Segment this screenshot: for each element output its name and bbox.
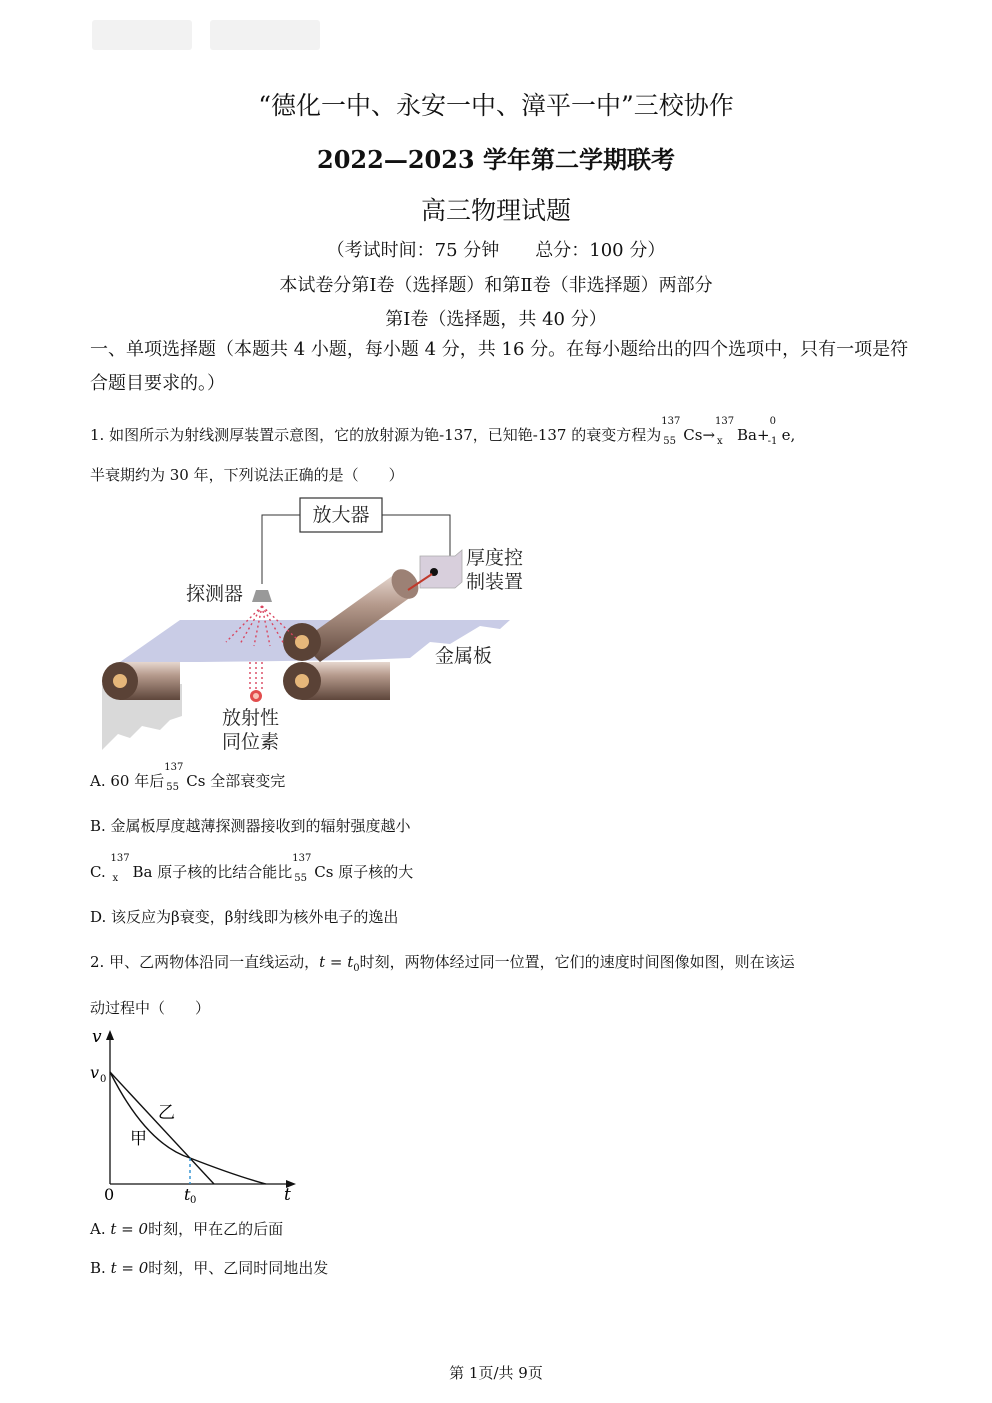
origin-label: 0	[104, 1185, 115, 1204]
detector-icon	[252, 590, 272, 602]
q2-equals: =	[325, 953, 348, 971]
option-c-cs-symbol: Cs	[314, 863, 334, 881]
left-roller-axle	[113, 674, 127, 688]
v0-label: v	[90, 1063, 100, 1082]
e-mass-number: 0	[769, 416, 776, 427]
q2-option-a	[90, 1218, 283, 1239]
lower-roller-axle	[295, 674, 309, 688]
cs-mass-number: 137	[661, 416, 681, 427]
option-a-mass: 137	[164, 762, 184, 773]
q2-option-a-suffix: 时刻，甲在乙的后面	[148, 1220, 284, 1238]
q2-t-symbol: t	[319, 953, 326, 971]
q2-t0-subscript: 0	[353, 963, 360, 974]
q2-stem-suffix: 时刻，两物体经过同一位置，它们的速度时间图像如图，则在该运	[359, 953, 795, 971]
curve-jia-label: 甲	[130, 1129, 147, 1149]
curve-jia-line	[110, 1072, 266, 1184]
q1-option-a	[90, 762, 286, 793]
nuclide-cs	[661, 416, 703, 447]
arrow: →	[702, 426, 716, 444]
v0-subscript: 0	[100, 1074, 107, 1085]
curve-yi-line	[110, 1072, 214, 1184]
option-c-nuclide-cs	[292, 853, 334, 884]
exam-title-line3: 高三物理试题	[420, 196, 571, 225]
exam-title-line2: 2022—2023 学年第二学期联考	[317, 145, 675, 174]
q2-stem-line1	[90, 951, 910, 974]
comma: ,	[790, 426, 796, 444]
q1-stem-text: 1. 如图所示为射线测厚装置示意图，它的放射源为铯-137，已知铯-137 的衰变方程为	[90, 426, 662, 444]
q2-option-b-eq: t = 0	[110, 1259, 149, 1277]
v-axis-arrow	[106, 1030, 114, 1040]
radiation-rays-lower	[250, 662, 262, 690]
q2-option-b	[90, 1257, 328, 1278]
option-c-cs-z: 55	[294, 873, 307, 884]
nuclide-e	[767, 416, 791, 447]
option-c-nuclide-ba	[110, 853, 153, 884]
isotope-source-core	[253, 693, 259, 699]
option-a-suffix: 全部衰变完	[205, 772, 286, 790]
amplifier-label: 放大器	[312, 504, 370, 526]
cs-symbol: Cs	[683, 426, 703, 444]
exam-title-line1: “德化一中、永安一中、漳平一中”三校协作	[258, 91, 734, 120]
e-charge-number: -1	[767, 436, 778, 447]
ba-symbol: Ba+	[737, 426, 770, 444]
option-c-suffix: 原子核的大	[333, 863, 414, 881]
option-c-ba-mass: 137	[110, 853, 130, 864]
ba-mass-number: 137	[715, 416, 735, 427]
q2-stem-prefix: 2. 甲、乙两物体沿同一直线运动，	[90, 953, 320, 971]
header-watermark-2	[210, 20, 320, 50]
parts-note: 本试卷分第Ⅰ卷（选择题）和第Ⅱ卷（非选择题）两部分	[279, 275, 713, 296]
option-a-nuclide	[164, 762, 206, 793]
velocity-time-graph	[86, 1026, 306, 1208]
section1-heading: 一、单项选择题（本题共 4 小题，每小题 4 分，共 16 分。在每小题给出的四个选项中，只有一项是符合题目要求的。）	[90, 339, 909, 394]
t0-subscript: 0	[190, 1195, 197, 1206]
q2-stem-line2: 动过程中（ ）	[90, 999, 211, 1017]
q2-option-b-suffix: 时刻，甲、乙同时同地出发	[148, 1259, 329, 1277]
e-symbol: e	[781, 426, 791, 444]
part1-title: 第Ⅰ卷（选择题，共 40 分）	[385, 309, 607, 330]
ba-atomic-number: x	[717, 436, 723, 447]
v-axis-label: v	[92, 1027, 102, 1047]
q1-stem-line2: 半衰期约为 30 年，下列说法正确的是（ ）	[90, 466, 404, 484]
q1-option-b: B. 金属板厚度越薄探测器接收到的辐射强度越小	[90, 817, 411, 835]
cs-atomic-number: 55	[663, 436, 676, 447]
q2-option-a-eq: t = 0	[110, 1220, 149, 1238]
q1-stem-line1	[90, 416, 920, 447]
wire-right	[382, 515, 450, 556]
option-a-prefix: A. 60 年后	[90, 772, 165, 790]
t0-label: t	[184, 1185, 191, 1204]
wire-left	[262, 515, 300, 584]
option-c-cs-mass: 137	[292, 853, 312, 864]
isotope-label-2: 同位素	[222, 731, 280, 753]
option-c-ba-z: x	[112, 873, 119, 884]
isotope-label-1: 放射性	[222, 707, 280, 729]
thickness-gauge-figure	[90, 494, 530, 756]
thickness-control-box	[420, 550, 462, 588]
upper-roller-axle	[295, 635, 309, 649]
header-watermark	[92, 20, 192, 50]
thickness-control-label-2: 制装置	[466, 571, 524, 593]
nuclide-ba	[715, 416, 770, 447]
q2-t0-symbol: t	[347, 953, 354, 971]
option-c-middle: 原子核的比结合能比	[152, 863, 293, 881]
curve-yi-label: 乙	[158, 1103, 175, 1123]
t-axis-label: t	[284, 1185, 291, 1205]
option-c-ba-symbol: Ba	[132, 863, 153, 881]
q2-option-b-prefix: B.	[90, 1259, 111, 1277]
option-c-prefix: C.	[90, 863, 111, 881]
option-a-z: 55	[166, 782, 179, 793]
q2-option-a-prefix: A.	[90, 1220, 111, 1238]
page-footer: 第 1页/共 9页	[449, 1364, 543, 1382]
metal-plate-label: 金属板	[435, 645, 493, 667]
thickness-control-label-1: 厚度控	[466, 547, 524, 569]
q1-option-c	[90, 853, 414, 884]
detector-label: 探测器	[186, 583, 244, 605]
exam-info: （考试时间：75 分钟 总分：100 分）	[326, 240, 666, 261]
option-a-symbol: Cs	[186, 772, 206, 790]
q1-option-d: D. 该反应为β衰变，β射线即为核外电子的逸出	[90, 908, 399, 926]
